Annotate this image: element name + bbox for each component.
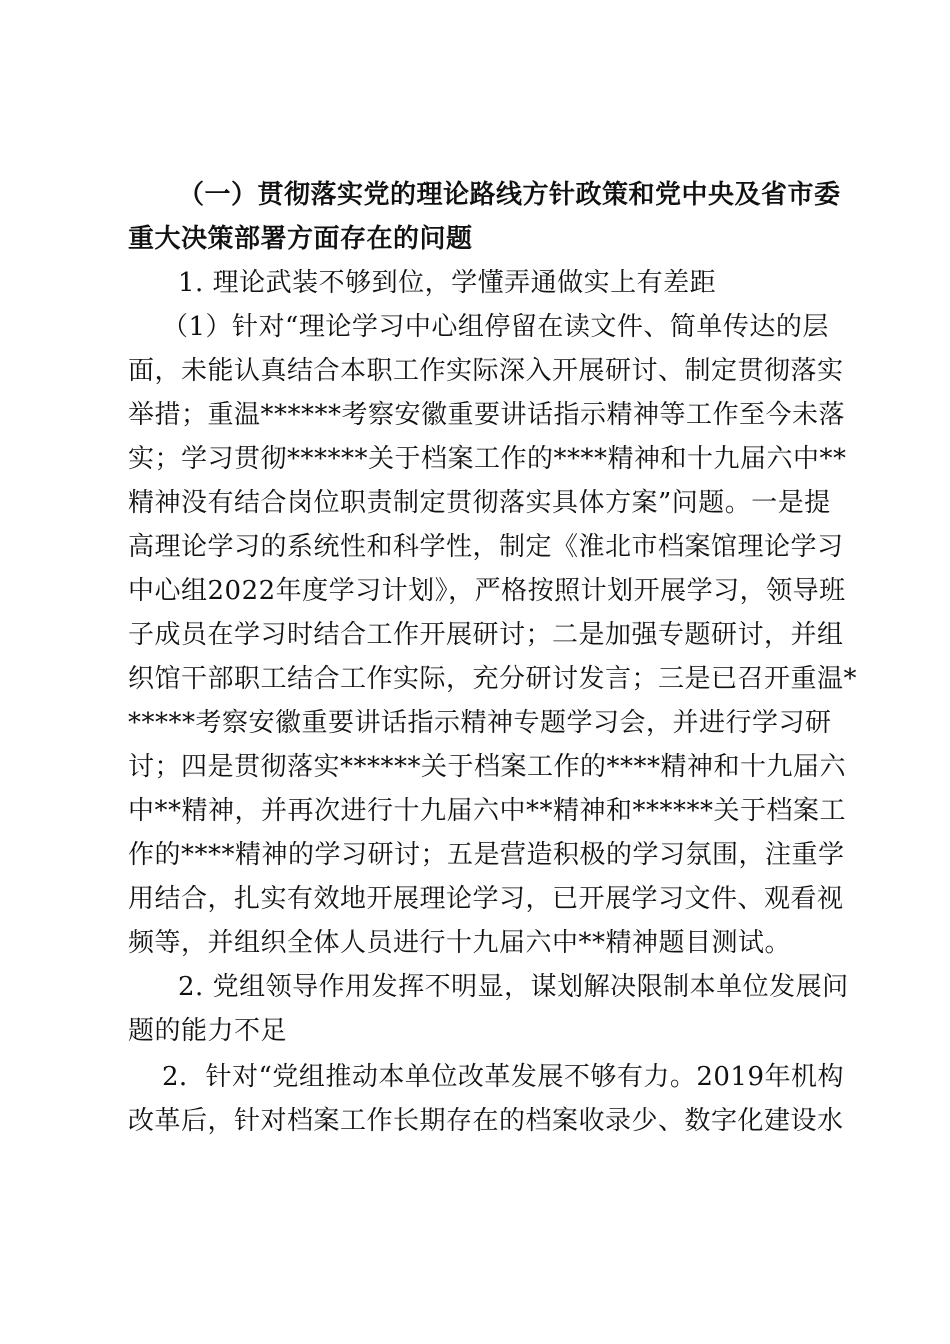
paragraph-line-9: 织馆干部职工结合工作实际，充分研讨发言；三是已召开重温* — [128, 664, 858, 694]
paragraph-line-11: 讨；四是贯彻落实******关于档案工作的****精神和十九届六 — [128, 752, 847, 782]
paragraph-line-10: *****考察安徽重要讲话指示精神专题学习会，并进行学习研 — [128, 708, 832, 738]
paragraph-line-14: 用结合，扎实有效地开展理论学习，已开展学习文件、观看视 — [128, 884, 844, 914]
section-heading-line-1: （一）贯彻落实党的理论路线方针政策和党中央及省市委 — [178, 180, 841, 210]
paragraph-line-1: （1）针对“理论学习中心组停留在读文件、简单传达的层 — [162, 312, 829, 342]
paragraph-2-line-2: 改革后，针对档案工作长期存在的档案收录少、数字化建设水 — [128, 1106, 844, 1136]
paragraph-line-4: 实；学习贯彻******关于档案工作的****精神和十九届六中** — [128, 444, 847, 474]
paragraph-2-line-1: 2．针对“党组推动本单位改革发展不够有力。2019年机构 — [162, 1062, 845, 1092]
subheading-2-line-2: 题的能力不足 — [128, 1016, 288, 1046]
paragraph-line-7: 中心组2022年度学习计划》，严格按照计划开展学习，领导班 — [128, 576, 846, 606]
paragraph-line-2: 面，未能认真结合本职工作实际深入开展研讨、制定贯彻落实 — [128, 356, 844, 386]
paragraph-line-8: 子成员在学习时结合工作开展研讨；二是加强专题研讨，并组 — [128, 620, 844, 650]
paragraph-line-3: 举措；重温******考察安徽重要讲话指示精神等工作至今未落 — [128, 400, 846, 430]
paragraph-line-15: 频等，并组织全体人员进行十九届六中**精神题目测试。 — [128, 928, 792, 958]
subheading-1: 1. 理论武装不够到位，学懂弄通做实上有差距 — [178, 268, 717, 298]
paragraph-line-5: 精神没有结合岗位职责制定贯彻落实具体方案”问题。一是提 — [128, 488, 831, 518]
subheading-2-line-1: 2. 党组领导作用发挥不明显，谋划解决限制本单位发展问 — [178, 972, 849, 1002]
paragraph-line-12: 中**精神，并再次进行十九届六中**精神和******关于档案工 — [128, 796, 847, 826]
paragraph-line-6: 高理论学习的系统性和科学性，制定《淮北市档案馆理论学习 — [128, 532, 844, 562]
section-heading-line-2: 重大决策部署方面存在的问题 — [128, 224, 473, 254]
paragraph-line-13: 作的****精神的学习研讨；五是营造积极的学习氛围，注重学 — [128, 840, 845, 870]
